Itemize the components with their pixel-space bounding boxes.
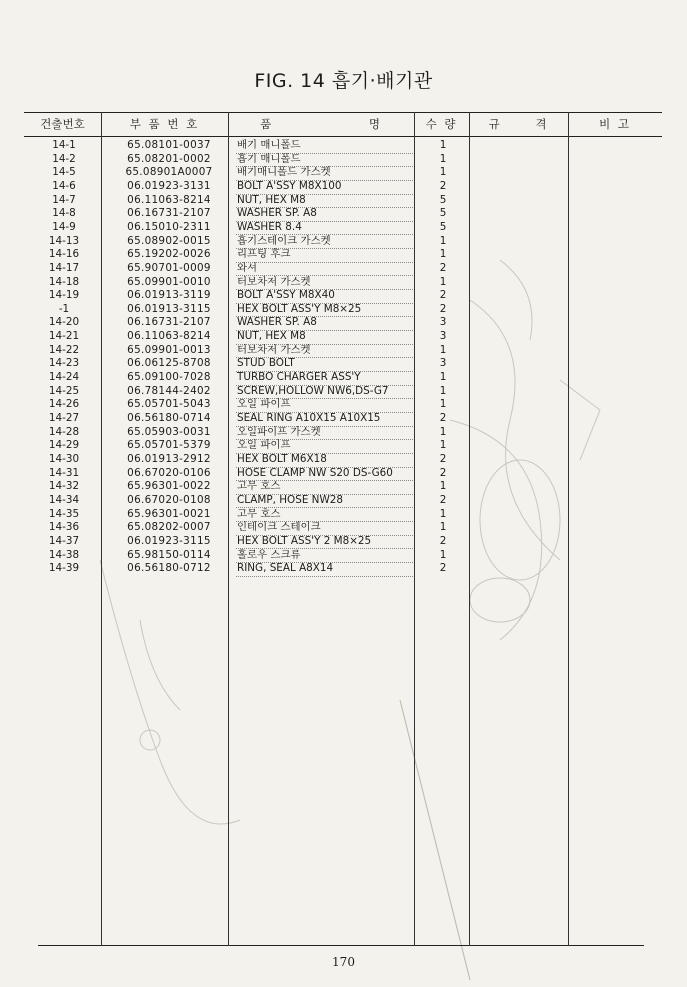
table-row	[0, 398, 687, 412]
part-name: SEAL RING A10X15 A10X15	[236, 412, 413, 427]
quantity: 1	[439, 139, 447, 151]
part-number: 65.08202-0007	[127, 521, 211, 534]
part-name: NUT, HEX M8	[236, 330, 413, 345]
part-name: CLAMP, HOSE NW28	[236, 494, 413, 509]
quantity: 2	[439, 534, 447, 547]
quantity: 2	[439, 179, 447, 192]
part-name: 배기매니폴드 가스켓	[236, 166, 413, 181]
part-name: 와셔	[236, 262, 413, 277]
part-name: STUD BOLT	[236, 357, 413, 372]
table-row	[0, 508, 687, 522]
header-part-name: 품 명	[260, 117, 382, 131]
part-name: 터보차저 가스켓	[236, 276, 413, 291]
part-name: 흡기스테이크 가스켓	[236, 235, 413, 250]
part-name: BOLT A'SSY M8X40	[236, 289, 413, 304]
item-number: 14-16	[48, 248, 80, 261]
part-name: SCREW,HOLLOW NW6,DS-G7	[236, 385, 413, 400]
item-number: 14-38	[48, 548, 80, 561]
part-number: 65.96301-0022	[127, 480, 211, 493]
table-row	[0, 467, 687, 481]
part-number: 06.56180-0712	[127, 562, 211, 575]
table-bottom-rule	[38, 945, 644, 946]
part-number: 06.01913-3115	[127, 302, 211, 315]
table-row	[0, 344, 687, 358]
part-number: 65.05701-5379	[127, 439, 211, 452]
part-name: HEX BOLT M6X18	[236, 453, 413, 468]
quantity: 1	[439, 234, 447, 247]
table-row	[0, 194, 687, 208]
item-number: -1	[58, 302, 70, 315]
item-number: 14-13	[48, 234, 80, 247]
table-row	[0, 235, 687, 249]
part-number: 06.67020-0106	[127, 466, 211, 479]
table-row	[0, 439, 687, 453]
quantity: 2	[439, 452, 447, 465]
page-number: 170	[332, 955, 355, 969]
part-number: 06.01923-3115	[127, 534, 211, 547]
part-number: 65.19202-0026	[127, 248, 211, 261]
table-row	[0, 480, 687, 494]
quantity: 3	[439, 357, 447, 370]
part-number: 06.11063-8214	[127, 193, 211, 206]
item-number: 14-21	[48, 330, 80, 343]
quantity: 1	[439, 166, 447, 179]
item-number: 14-24	[48, 371, 80, 384]
quantity: 1	[439, 275, 447, 288]
table-row	[0, 385, 687, 399]
part-number: 65.98150-0114	[127, 548, 211, 561]
table-row	[0, 494, 687, 508]
table-row	[0, 453, 687, 467]
part-name: 오일 파이프	[236, 439, 413, 454]
part-number: 65.08901A0007	[125, 166, 213, 179]
item-number: 14-1	[52, 139, 76, 151]
part-number: 06.15010-2311	[127, 220, 211, 233]
part-name: 고무 호스	[236, 480, 413, 495]
table-row	[0, 426, 687, 440]
table-row	[0, 371, 687, 385]
item-number: 14-37	[48, 534, 80, 547]
part-number: 65.09901-0010	[127, 275, 211, 288]
item-number: 14-18	[48, 275, 80, 288]
part-number: 65.09100-7028	[127, 371, 211, 384]
part-number: 06.06125-8708	[127, 357, 211, 370]
part-number: 06.01913-3119	[127, 289, 211, 302]
item-number: 14-36	[48, 521, 80, 534]
quantity: 2	[439, 289, 447, 302]
item-number: 14-31	[48, 466, 80, 479]
part-number: 65.08101-0037	[127, 139, 211, 151]
item-number: 14-7	[52, 193, 76, 206]
table-row	[0, 207, 687, 221]
item-number: 14-20	[48, 316, 80, 329]
part-name: 인테이크 스테이크	[236, 521, 413, 536]
part-name: 흡기 매니폴드	[236, 153, 413, 168]
part-name: HOSE CLAMP NW S20 DS-G60	[236, 467, 413, 482]
header-item-no: 건출번호	[40, 117, 85, 131]
item-number: 14-19	[48, 289, 80, 302]
table-row	[0, 221, 687, 235]
quantity: 5	[439, 193, 447, 206]
item-number: 14-29	[48, 439, 80, 452]
part-number: 65.90701-0009	[127, 261, 211, 274]
part-name: BOLT A'SSY M8X100	[236, 180, 413, 195]
table-row	[0, 289, 687, 303]
part-number: 65.08902-0015	[127, 234, 211, 247]
table-row	[0, 549, 687, 563]
part-name: HEX BOLT ASS'Y 2 M8×25	[236, 535, 413, 550]
quantity: 1	[439, 248, 447, 261]
table-row	[0, 535, 687, 549]
item-number: 14-6	[52, 179, 76, 192]
table-row	[0, 166, 687, 180]
part-name: 홀로우 스크류	[236, 549, 413, 564]
quantity: 1	[439, 480, 447, 493]
table-row	[0, 139, 687, 153]
item-number: 14-26	[48, 398, 80, 411]
table-row	[0, 180, 687, 194]
quantity: 5	[439, 207, 447, 220]
quantity: 1	[439, 384, 447, 397]
item-number: 14-30	[48, 452, 80, 465]
part-name: WASHER 8.4	[236, 221, 413, 236]
quantity: 2	[439, 562, 447, 575]
part-number: 65.09901-0013	[127, 343, 211, 356]
quantity: 1	[439, 548, 447, 561]
table-row	[0, 303, 687, 317]
quantity: 2	[439, 493, 447, 506]
item-number: 14-23	[48, 357, 80, 370]
page-title: FIG. 14 흡기·배기관	[254, 70, 433, 92]
quantity: 5	[439, 220, 447, 233]
part-name: NUT, HEX M8	[236, 194, 413, 209]
table-header-rule	[24, 136, 662, 137]
item-number: 14-5	[52, 166, 76, 179]
quantity: 1	[439, 371, 447, 384]
quantity: 2	[439, 412, 447, 424]
part-name: 터보차저 가스켓	[236, 344, 413, 359]
item-number: 14-39	[48, 562, 80, 575]
part-number: 06.01923-3131	[127, 179, 211, 192]
part-number: 65.96301-0021	[127, 507, 211, 520]
item-number: 14-8	[52, 207, 76, 220]
table-row	[0, 412, 687, 426]
item-number: 14-17	[48, 261, 80, 274]
table-row	[0, 262, 687, 276]
header-spec: 규 격	[488, 117, 549, 131]
quantity: 2	[439, 466, 447, 479]
part-name: 오일 파이프	[236, 398, 413, 413]
item-number: 14-35	[48, 507, 80, 520]
quantity: 1	[439, 439, 447, 452]
part-number: 65.05903-0031	[127, 425, 211, 438]
table-row	[0, 248, 687, 262]
part-name: HEX BOLT ASS'Y M8×25	[236, 303, 413, 318]
quantity: 3	[439, 316, 447, 329]
part-number: 65.05701-5043	[127, 398, 211, 411]
quantity: 3	[439, 330, 447, 343]
quantity: 1	[439, 398, 447, 411]
header-quantity: 수 량	[425, 117, 458, 131]
part-number: 06.16731-2107	[127, 207, 211, 220]
quantity: 1	[439, 507, 447, 520]
quantity: 1	[439, 425, 447, 438]
part-number: 65.08201-0002	[127, 152, 211, 165]
table-row	[0, 153, 687, 167]
part-number: 06.11063-8214	[127, 330, 211, 343]
part-name: WASHER SP. A8	[236, 316, 413, 331]
quantity: 2	[439, 261, 447, 274]
item-number: 14-34	[48, 493, 80, 506]
table-row	[0, 330, 687, 344]
table-row	[0, 276, 687, 290]
part-number: 06.67020-0108	[127, 493, 211, 506]
quantity: 1	[439, 152, 447, 165]
part-name: RING, SEAL A8X14	[236, 562, 413, 577]
item-number: 14-32	[48, 480, 80, 493]
part-name: 오일파이프 가스켓	[236, 426, 413, 441]
part-name: 고무 호스	[236, 508, 413, 523]
part-name: 배기 매니폴드	[236, 139, 413, 154]
part-number: 06.16731-2107	[127, 316, 211, 329]
quantity: 1	[439, 343, 447, 356]
item-number: 14-27	[48, 412, 80, 424]
part-name: 리프팅 후크	[236, 248, 413, 263]
part-number: 06.56180-0714	[127, 412, 211, 424]
part-name: TURBO CHARGER ASS'Y	[236, 371, 413, 386]
header-remark: 비 고	[599, 117, 631, 131]
header-part-no: 부 품 번 호	[129, 117, 200, 131]
part-name: WASHER SP. A8	[236, 207, 413, 222]
quantity: 2	[439, 302, 447, 315]
table-row	[0, 357, 687, 371]
item-number: 14-22	[48, 343, 80, 356]
table-row	[0, 562, 687, 576]
part-number: 06.78144-2402	[127, 384, 211, 397]
item-number: 14-28	[48, 425, 80, 438]
item-number: 14-25	[48, 384, 80, 397]
table-row	[0, 521, 687, 535]
part-number: 06.01913-2912	[127, 452, 211, 465]
item-number: 14-2	[52, 152, 76, 165]
table-row	[0, 316, 687, 330]
quantity: 1	[439, 521, 447, 534]
item-number: 14-9	[52, 220, 76, 233]
